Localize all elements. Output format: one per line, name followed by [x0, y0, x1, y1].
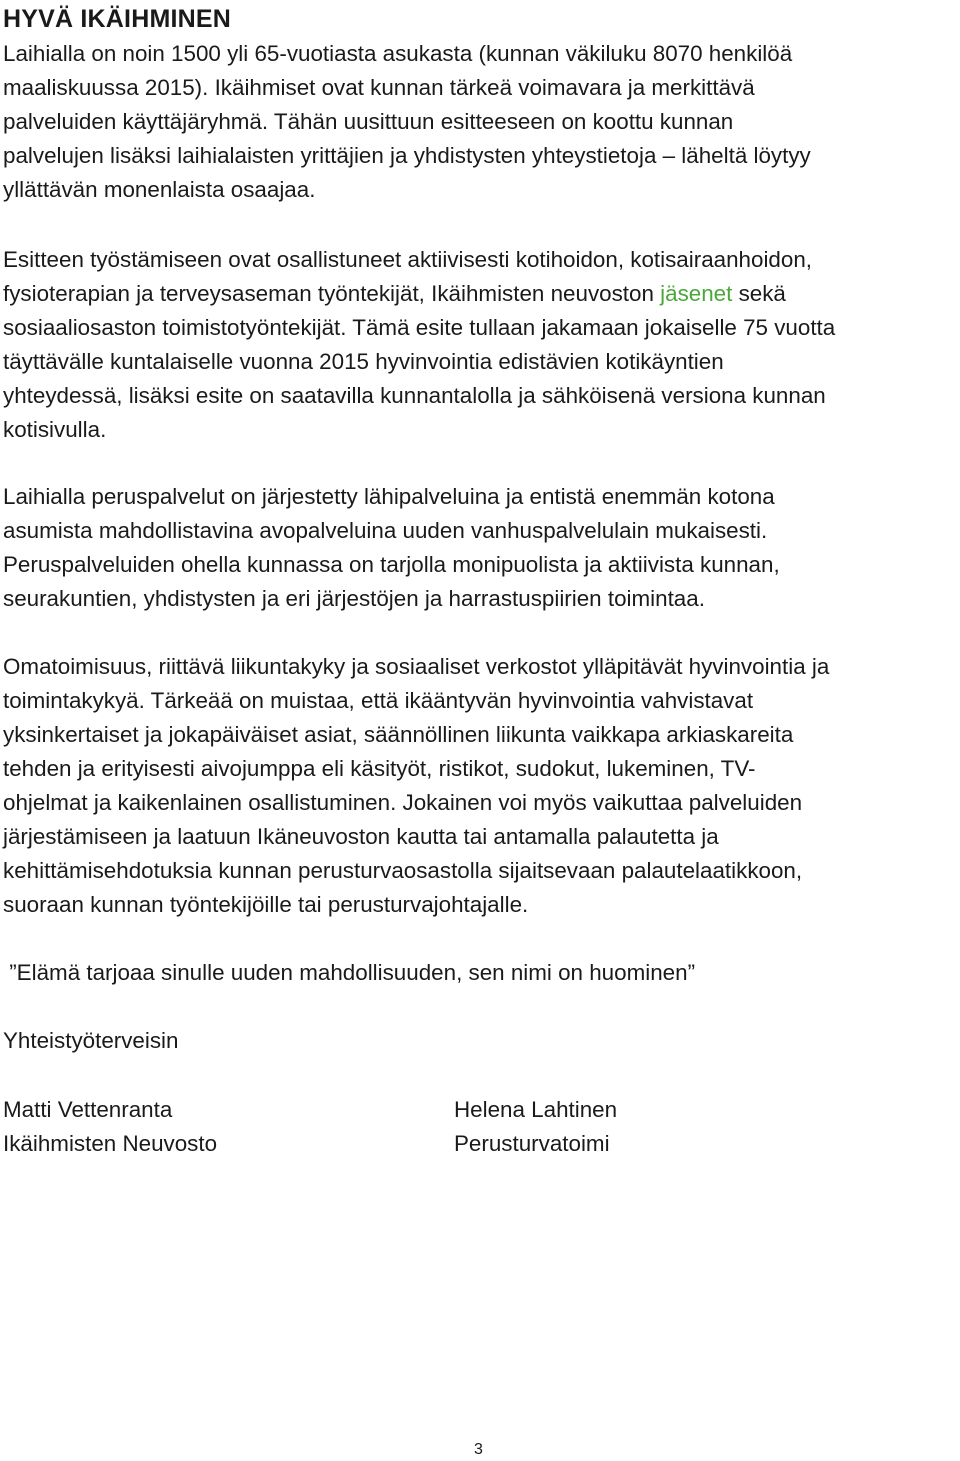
wellbeing-line: yksinkertaiset ja jokapäiväiset asiat, säännöllinen liikunta vaikkapa arkiaskareita — [3, 722, 794, 747]
brochure-line — [3, 277, 835, 311]
brochure-line: sosiaaliosaston toimistotyöntekijät. Tämä esite tullaan jakamaan jokaiselle 75 vuotta — [3, 315, 836, 340]
wellbeing-line: kehittämisehdotuksia kunnan perusturvaosastolla sijaitsevaan palautelaatikkoon, — [3, 858, 803, 883]
signature-left — [3, 1093, 217, 1161]
brochure-line: Esitteen työstämiseen ovat osallistuneet aktiivisesti kotihoidon, kotisairaanhoidon, — [3, 247, 813, 272]
signature-role: Ikäihmisten Neuvosto — [3, 1131, 218, 1156]
wellbeing-line: toimintakykyä. Tärkeää on muistaa, että ikääntyvän hyvinvointia vahvistavat — [3, 688, 754, 713]
services-line: asumista mahdollistavina avopalveluina uuden vanhuspalvelulain mukaisesti. — [3, 518, 768, 543]
intro-paragraph — [3, 37, 811, 207]
services-line: Laihialla peruspalvelut on järjestetty lähipalveluina ja entistä enemmän kotona — [3, 484, 775, 509]
signature-right — [454, 1093, 617, 1161]
brochure-text: fysioterapian ja terveysaseman työntekijät, Ikäihmisten neuvoston — [3, 281, 661, 306]
services-line: seurakuntien, yhdistysten ja eri järjestöjen ja harrastuspiirien toimintaa. — [3, 586, 705, 611]
brochure-paragraph — [3, 243, 835, 447]
wellbeing-line: järjestämiseen ja laatuun Ikäneuvoston kautta tai antamalla palautetta ja — [3, 824, 719, 849]
services-paragraph — [3, 480, 780, 616]
services-line: Peruspalveluiden ohella kunnassa on tarjolla monipuolista ja aktiivista kunnan, — [3, 552, 780, 577]
intro-line: palveluiden käyttäjäryhmä. Tähän uusittuun esitteeseen on koottu kunnan — [3, 109, 734, 134]
signature-name: Matti Vettenranta — [3, 1097, 173, 1122]
wellbeing-paragraph — [3, 650, 829, 922]
brochure-line: yhteydessä, lisäksi esite on saatavilla kunnantalolla ja sähköisenä versiona kunnan — [3, 383, 826, 408]
page-title: HYVÄ IKÄIHMINEN — [3, 5, 232, 33]
greeting: Yhteistyöterveisin — [3, 1028, 179, 1053]
brochure-line: kotisivulla. — [3, 417, 107, 442]
wellbeing-line: ohjelmat ja kaikenlainen osallistuminen. Jokainen voi myös vaikuttaa palveluiden — [3, 790, 803, 815]
brochure-text: sekä — [732, 281, 786, 306]
signature-role: Perusturvatoimi — [454, 1131, 610, 1156]
wellbeing-line: Omatoimisuus, riittävä liikuntakyky ja sosiaaliset verkostot ylläpitävät hyvinvointia ja — [3, 654, 830, 679]
quote: ”Elämä tarjoaa sinulle uuden mahdollisuuden, sen nimi on huominen” — [3, 960, 696, 985]
page-number: 3 — [474, 1441, 483, 1458]
wellbeing-line: suoraan kunnan työntekijöille tai perusturvajohtajalle. — [3, 892, 529, 917]
intro-line: maaliskuussa 2015). Ikäihmiset ovat kunnan tärkeä voimavara ja merkittävä — [3, 75, 755, 100]
highlighted-word: jäsenet — [660, 281, 733, 306]
intro-line: palvelujen lisäksi laihialaisten yrittäjien ja yhdistysten yhteystietoja – läheltä löytyy — [3, 143, 811, 168]
signature-name: Helena Lahtinen — [454, 1097, 618, 1122]
intro-line: yllättävän monenlaista osaajaa. — [3, 177, 316, 202]
brochure-line: täyttävälle kuntalaiselle vuonna 2015 hyvinvointia edistävien kotikäyntien — [3, 349, 724, 374]
wellbeing-line: tehden ja erityisesti aivojumppa eli käsityöt, ristikot, sudokut, lukeminen, TV- — [3, 756, 756, 781]
intro-line: Laihialla on noin 1500 yli 65-vuotiasta asukasta (kunnan väkiluku 8070 henkilöä — [3, 41, 793, 66]
